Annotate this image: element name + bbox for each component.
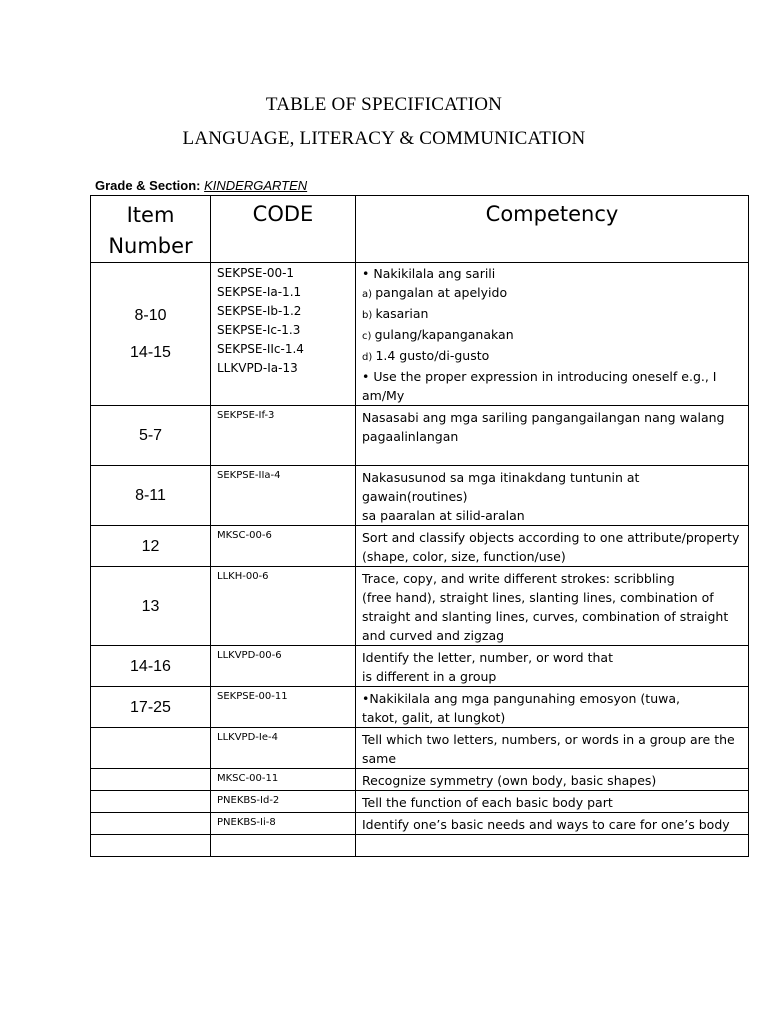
list-marker: b) — [362, 310, 376, 321]
competency-line: Sort and classify objects according to one attribute/property — [362, 530, 740, 545]
code-text: MKSC-00-11 — [217, 773, 279, 784]
header-competency: Competency — [356, 196, 749, 263]
competency-line: and curved and zigzag — [362, 628, 505, 643]
code-text: MKSC-00-6 — [217, 530, 272, 541]
header-code: CODE — [211, 196, 356, 263]
grade-section — [95, 178, 307, 193]
competency-cell — [356, 466, 749, 526]
table-row — [91, 791, 749, 813]
item-number-cell — [91, 263, 211, 406]
competency-line: sa paaralan at silid-aralan — [362, 508, 525, 523]
competency-line: d) 1.4 gusto/di-gusto — [362, 348, 490, 363]
item-number-cell — [91, 526, 211, 567]
document-title: TABLE OF SPECIFICATION — [265, 94, 503, 115]
table-row — [91, 526, 749, 567]
code-text: LLKVPD-00-6 — [217, 650, 282, 661]
competency-line: • Use the proper expression in introducing oneself e.g., I — [362, 369, 717, 384]
code-text: LLKH-00-6 — [217, 571, 269, 582]
competency-cell — [356, 263, 749, 406]
competency-line: Nakasusunod sa mga itinakdang tuntunin at gawain(routines) — [362, 470, 640, 504]
item-number-cell — [91, 835, 211, 857]
table-row — [91, 813, 749, 835]
item-number-cell — [91, 646, 211, 687]
competency-line: takot, galit, at lungkot) — [362, 710, 506, 725]
code-text: SEKPSE-IIc-1.4 — [217, 342, 304, 356]
competency-cell — [356, 769, 749, 791]
competency-line: c) gulang/kapanganakan — [362, 327, 514, 342]
specification-table — [90, 195, 749, 857]
competency-cell — [356, 406, 749, 466]
item-number: 14-16 — [130, 657, 171, 675]
item-number: 8-10 — [134, 307, 167, 324]
item-number: 12 — [141, 537, 160, 555]
code-cell — [211, 813, 356, 835]
competency-line: Identify one’s basic needs and ways to care for one’s body — [362, 817, 730, 832]
header-item-number — [91, 196, 211, 263]
item-number-cell — [91, 567, 211, 646]
item-number: 13 — [141, 597, 160, 615]
table-row — [91, 835, 749, 857]
table-row — [91, 646, 749, 687]
table-row — [91, 263, 749, 406]
document-subtitle: LANGUAGE, LITERACY & COMMUNICATION — [182, 128, 586, 149]
competency-line: b) kasarian — [362, 306, 429, 321]
grade-label: Grade & Section: — [95, 178, 201, 193]
code-cell — [211, 263, 356, 406]
code-cell — [211, 835, 356, 857]
competency-line: Nasasabi ang mga sariling pangangailangan nang walang — [362, 410, 725, 425]
competency-line: • Nakikilala ang sarili — [362, 266, 496, 281]
table-row — [91, 769, 749, 791]
code-cell — [211, 687, 356, 728]
item-number-cell — [91, 813, 211, 835]
item-number: 17-25 — [130, 698, 171, 716]
list-marker: a) — [362, 289, 376, 300]
item-number: 5-7 — [138, 427, 163, 444]
competency-cell — [356, 728, 749, 769]
table-row — [91, 567, 749, 646]
code-text: PNEKBS-Id-2 — [217, 795, 280, 806]
code-text: SEKPSE-IIa-4 — [217, 470, 281, 481]
table-row — [91, 728, 749, 769]
bullet: • — [362, 266, 374, 281]
code-cell — [211, 466, 356, 526]
competency-line: Tell the function of each basic body part — [362, 795, 613, 810]
competency-line: Recognize symmetry (own body, basic shapes) — [362, 773, 657, 788]
header-item-line1: Item — [126, 203, 175, 227]
code-text: PNEKBS-Ii-8 — [217, 817, 276, 828]
code-cell — [211, 728, 356, 769]
code-cell — [211, 567, 356, 646]
competency-line: •Nakikilala ang mga pangunahing emosyon (tuwa, — [362, 691, 680, 706]
bullet: • — [362, 369, 374, 384]
grade-value: KINDERGARTEN — [204, 178, 308, 193]
competency-line: pagaalinlangan — [362, 429, 459, 444]
competency-cell — [356, 835, 749, 857]
code-text: SEKPSE-Ib-1.2 — [217, 304, 302, 318]
competency-line: same — [362, 751, 397, 766]
code-text: SEKPSE-00-11 — [217, 691, 288, 702]
competency-line: straight and slanting lines, curves, combination of straight — [362, 609, 729, 624]
table-row — [91, 466, 749, 526]
competency-line: Tell which two letters, numbers, or words in a group are the — [362, 732, 735, 747]
item-number-cell — [91, 687, 211, 728]
competency-cell — [356, 567, 749, 646]
table-row — [91, 406, 749, 466]
item-number-cell — [91, 466, 211, 526]
competency-line: Trace, copy, and write different strokes: scribbling — [362, 571, 675, 586]
competency-line: Identify the letter, number, or word that — [362, 650, 613, 665]
competency-line: am/My — [362, 388, 405, 403]
code-cell — [211, 646, 356, 687]
competency-cell — [356, 646, 749, 687]
competency-line: is different in a group — [362, 669, 497, 684]
code-cell — [211, 791, 356, 813]
item-number-cell — [91, 728, 211, 769]
code-text: SEKPSE-If-3 — [217, 410, 275, 421]
competency-line: (shape, color, size, function/use) — [362, 549, 566, 564]
header-item-line2: Number — [108, 234, 193, 258]
list-marker: d) — [362, 352, 376, 363]
competency-cell — [356, 526, 749, 567]
code-cell — [211, 406, 356, 466]
item-number: 14-15 — [130, 344, 171, 361]
code-text: SEKPSE-00-1 — [217, 266, 295, 280]
item-number-cell — [91, 791, 211, 813]
code-text: SEKPSE-Ic-1.3 — [217, 323, 301, 337]
list-marker: c) — [362, 331, 375, 342]
code-text: LLKVPD-Ia-13 — [217, 361, 298, 375]
item-number: 8-11 — [135, 487, 166, 504]
code-cell — [211, 526, 356, 567]
competency-line: a) pangalan at apelyido — [362, 285, 508, 300]
code-text: LLKVPD-Ie-4 — [217, 732, 278, 743]
code-cell — [211, 769, 356, 791]
competency-cell — [356, 687, 749, 728]
table-row — [91, 687, 749, 728]
competency-cell — [356, 813, 749, 835]
competency-cell — [356, 791, 749, 813]
item-number-cell — [91, 769, 211, 791]
code-text: SEKPSE-Ia-1.1 — [217, 285, 302, 299]
item-number-cell — [91, 406, 211, 466]
competency-line: (free hand), straight lines, slanting lines, combination of — [362, 590, 714, 605]
